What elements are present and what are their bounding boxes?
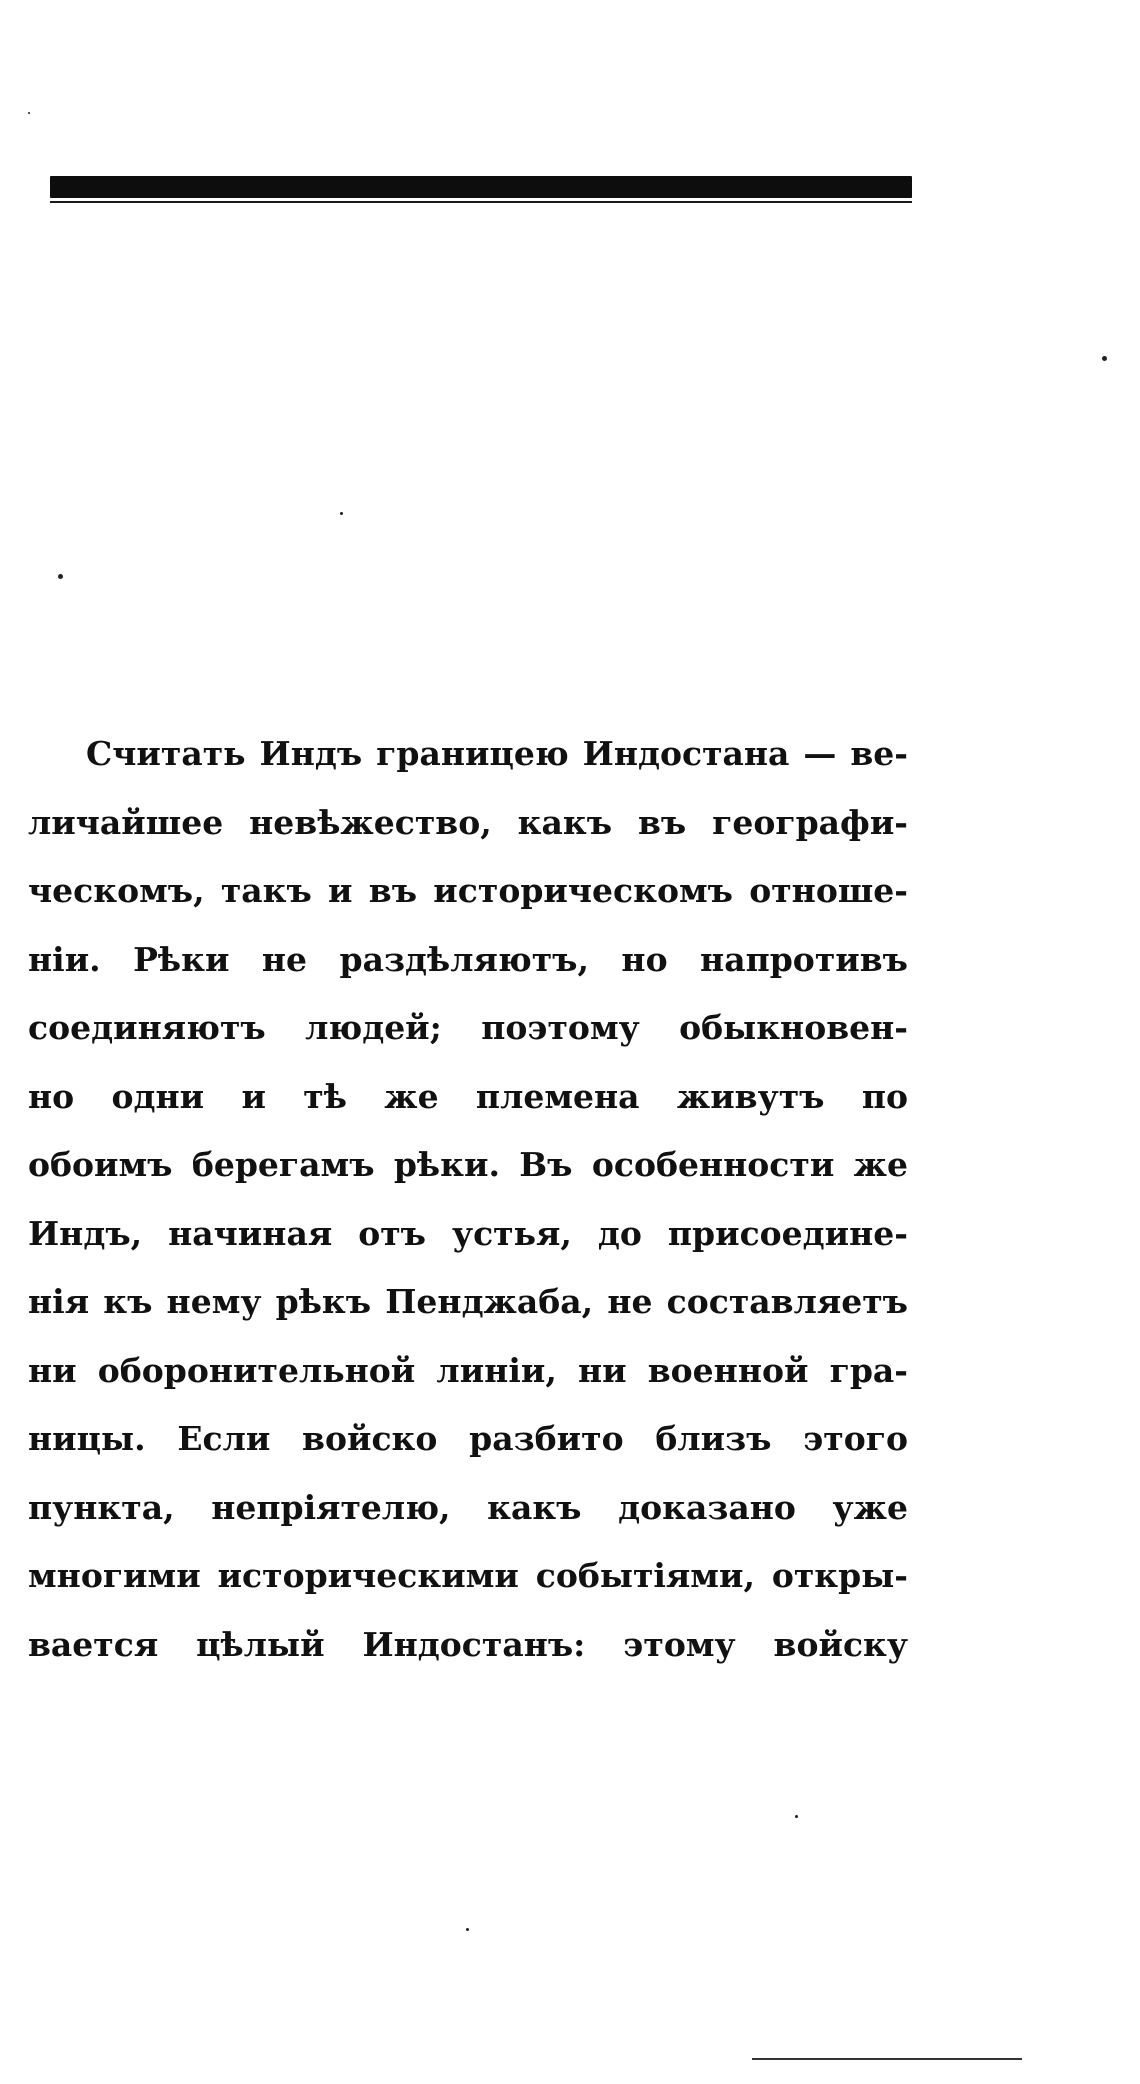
ink-speck	[466, 1928, 469, 1931]
ink-speck	[340, 512, 343, 515]
body-paragraph	[28, 720, 908, 1679]
text-line: но одни и тѣ же племена живутъ по	[28, 1076, 908, 1116]
text-line: Индъ, начиная отъ устья, до присоедине-	[28, 1213, 908, 1253]
text-line: Считать Индъ границею Индостана — ве-	[86, 734, 908, 773]
text-line: вается цѣлый Индостанъ: этому войску	[28, 1624, 908, 1664]
ink-speck	[28, 112, 30, 114]
text-line: ніи. Рѣки не раздѣляютъ, но напротивъ	[28, 939, 908, 979]
text-line: многими историческими событіями, откры-	[28, 1556, 908, 1595]
text-line: обоимъ берегамъ рѣки. Въ особенности же	[28, 1145, 908, 1184]
text-line: ческомъ, такъ и въ историческомъ отноше-	[28, 871, 908, 910]
text-line: ницы. Если войско разбито близъ этого	[28, 1419, 908, 1458]
footer-rule	[752, 2058, 1022, 2060]
text-line: ни оборонительной линіи, ни военной гра-	[28, 1350, 908, 1390]
text-line: личайшее невѣжество, какъ въ географи-	[28, 802, 908, 842]
text-line: пункта, непріятелю, какъ доказано уже	[28, 1487, 908, 1527]
ink-speck	[795, 1815, 798, 1818]
ink-speck	[58, 574, 63, 579]
ink-speck	[1102, 356, 1107, 361]
text-line: нія къ нему рѣкъ Пенджаба, не составляетъ	[28, 1282, 908, 1321]
text-line: соединяютъ людей; поэтому обыкновен-	[28, 1008, 908, 1047]
header-rule	[50, 176, 912, 198]
